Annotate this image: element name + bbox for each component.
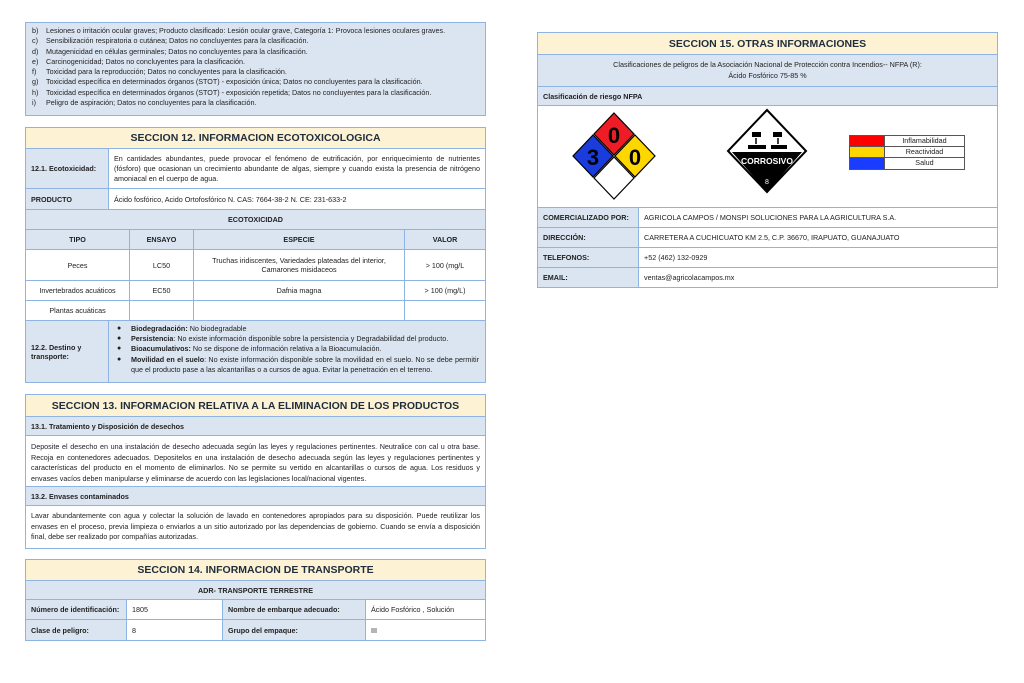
contact-row (538, 208, 997, 228)
nfpa-legend (849, 135, 965, 170)
bullet-text: : No existe información disponible sobre la persistencia y Degradabilidad del producto. (173, 334, 449, 344)
legend-row (850, 158, 964, 169)
hazard-list (26, 23, 485, 111)
table-row (26, 301, 485, 321)
bullet-item (117, 344, 479, 354)
hazard-item: f) Toxicidad para la reproducción; Datos no concluyentes para la clasificación. (32, 67, 287, 77)
col-ensayo: ENSAYO (130, 230, 194, 249)
containers-text: Lavar abundantemente con agua y colectar la solución de lavado en contenedores apropiados para su disposición. Puede reutilizar los envases en el proceso, previa limpieza o enviarlos a un sitio autorizado por las dependencias de gobierno. Cuando se envía a disposición final, debe ser realizado por compañías autorizadas. (31, 511, 480, 541)
table-cell: Peces (26, 250, 130, 280)
legend-swatch-red (850, 136, 885, 146)
section-14-title: SECCION 14. INFORMACION DE TRANSPORTE (26, 560, 485, 581)
hazard-item: h) Toxicidad específica en determinados órganos (STOT) - exposición repetida; Datos no concluyentes para la clasificación. (32, 87, 432, 97)
bullet-text: : No existe información disponible sobre la movilidad en el suelo. No se debe permitir que el producto pase a las alcantarillas o a cursos de agua. Evitar la penetración en el terreno. (131, 354, 480, 374)
legend-label: Inflamabilidad (902, 136, 947, 145)
contact-label: TELEFONOS: (538, 248, 639, 267)
table-cell: > 100 (mg/L) (424, 286, 466, 295)
legend-label: Salud (915, 158, 934, 167)
corrosive-label: CORROSIVO (741, 156, 793, 166)
packing-group-label: Grupo del empaque: (223, 620, 366, 640)
nfpa-classification-line1: Clasificaciones de peligros de la Asociación Nacional de Protección contra Incendios-- NFPA (R): (613, 60, 922, 69)
hazard-item: c) Sensibilización respiratoria o cutánea; Datos no concluyentes para la clasificación. (32, 36, 309, 46)
id-value: 1805 (127, 600, 223, 619)
hazard-list-box (25, 22, 486, 116)
table-cell: LC50 (130, 250, 194, 280)
legend-row (850, 136, 964, 147)
nfpa-classification-line2: Ácido Fosfórico 75-85 % (728, 70, 807, 80)
table-cell: EC50 (130, 281, 194, 300)
table-cell: > 100 (mg/L (425, 260, 465, 270)
bullet-key: Bioacumulativos: (131, 344, 191, 354)
nfpa-classification (538, 55, 997, 87)
table-cell: Plantas acuáticas (26, 301, 130, 320)
ecotox-text: En cantidades abundantes, puede provocar el fenómeno de eutrificación, por enriquecimiento de nutrientes (fósforo) que ocasionan un crecimiento abundante de algas, siempre y cuando exista la presencia de nitrógeno amoniacal en el cuerpo de agua. (114, 153, 480, 183)
bullet-key: Biodegradación: (131, 324, 188, 333)
bullet-text: No biodegradable (187, 324, 247, 333)
transport-subtitle: ADR- TRANSPORTE TERRESTRE (197, 585, 313, 595)
id-label: Número de identificación: (26, 600, 127, 619)
section-13-title: SECCION 13. INFORMACION RELATIVA A LA ELIMINACION DE LOS PRODUCTOS (26, 395, 485, 417)
nfpa-health: 3 (586, 145, 600, 170)
col-especie: ESPECIE (194, 230, 405, 249)
hazard-class-label: Clase de peligro: (26, 620, 127, 640)
contact-row (538, 248, 997, 268)
col-tipo: TIPO (26, 230, 130, 249)
contact-label: COMERCIALIZADO POR: (538, 208, 639, 227)
section-15 (537, 32, 998, 288)
bullet-item (117, 334, 479, 344)
hazard-item: b) Lesiones o irritación ocular graves; Producto clasificado: Lesión ocular grave, Categoría 1: Provoca lesiones oculares graves. (32, 26, 446, 35)
table-cell (194, 301, 405, 320)
ecotox-label: 12.1. Ecotoxicidad: (26, 149, 109, 188)
packing-group-value: III (371, 625, 377, 635)
nfpa-label: Clasificación de riesgo NFPA (538, 87, 997, 106)
hazard-item: d) Mutagenicidad en células germinales; Datos no concluyentes para la clasificación. (32, 46, 308, 56)
hazard-pictograms (538, 106, 997, 208)
contact-value: CARRETERA A CUCHICUATO KM 2.5, C.P. 36670, IRAPUATO, GUANAJUATO (644, 233, 900, 242)
destino-bullets (109, 321, 485, 378)
disposal-text: Deposite el desecho en una instalación de desecho adecuada según las leyes y regulaciones pertinentes. Neutralice con cal u otra base. Recoja en contenedores adecuados. Depositelos en una instalación de desecho adecuada según las leyes y regulaciones pertinentes y características del producto en el momento de eliminarlos. No se permite su vertido en alcantarillas o cursos de agua. Los residuos y envases vacíos deben manipularse y eliminarse de acuerdo con las legislaciones local/nacional vigentes. (26, 436, 485, 487)
table-row (26, 281, 485, 301)
corrosive-class: 8 (765, 179, 769, 186)
shipping-name-label: Nombre de embarque adecuado: (223, 600, 366, 619)
bullet-text: No se dispone de información relativa a la Bioacumulación. (190, 344, 382, 354)
contact-label: EMAIL: (538, 268, 639, 287)
legend-swatch-yellow (850, 147, 885, 157)
disposal-subtitle: 13.1. Tratamiento y Disposición de desechos (26, 417, 485, 436)
table-cell (405, 301, 485, 320)
section-14 (25, 559, 486, 641)
corrosive-icon (726, 108, 808, 204)
section-13 (25, 394, 486, 549)
contact-value: AGRICOLA CAMPOS / MONSPI SOLUCIONES PARA LA AGRICULTURA S.A. (644, 213, 897, 222)
contact-label: DIRECCIÓN: (538, 228, 639, 247)
table-cell: Invertebrados acuáticos (26, 281, 130, 300)
ecotox-table-title: ECOTOXICIDAD (228, 215, 283, 224)
legend-swatch-blue (850, 158, 885, 169)
containers-subtitle: 13.2. Envases contaminados (26, 487, 485, 506)
table-row (26, 250, 485, 281)
product-text: Ácido fosfórico, Acido Ortofosfórico N. CAS: 7664-38-2 N. CE: 231-633-2 (114, 194, 347, 204)
nfpa-flammability: 0 (607, 123, 621, 148)
section-12 (25, 127, 486, 383)
legend-label: Reactividad (905, 147, 944, 156)
ecotox-table-header (26, 230, 485, 250)
nfpa-diamond-icon (571, 110, 657, 204)
hazard-item: e) Carcinogenicidad; Datos no concluyentes para la clasificación. (32, 56, 245, 66)
bullet-key: Movilidad en el suelo (131, 354, 205, 364)
bullet-key: Persistencia (131, 334, 174, 344)
contact-value: +52 (462) 132-0929 (644, 253, 708, 262)
hazard-item: g) Toxicidad específica en determinados órganos (STOT) - exposición única; Datos no concluyentes para la clasificación. (32, 77, 423, 87)
table-cell (130, 301, 194, 320)
table-cell: Truchas iridiscentes, Variedades plateadas del interior, Camarones misidaceos (194, 250, 405, 280)
nfpa-reactivity: 0 (628, 145, 642, 170)
contact-value[interactable]: ventas@agricolacampos.mx (644, 273, 735, 282)
section-15-title: SECCION 15. OTRAS INFORMACIONES (538, 33, 997, 55)
destino-content (109, 321, 485, 382)
bullet-item (117, 324, 479, 334)
shipping-name-value: Ácido Fosfórico , Solución (371, 605, 455, 614)
contact-row (538, 228, 997, 248)
bullet-item (117, 355, 479, 375)
contact-row (538, 268, 997, 287)
legend-row (850, 147, 964, 158)
destino-label: 12.2. Destino y transporte: (26, 321, 109, 382)
hazard-item: i) Peligro de aspiración; Datos no concluyentes para la clasificación. (32, 98, 257, 108)
table-cell: Dafnia magna (194, 281, 405, 300)
hazard-class-value: 8 (127, 620, 223, 640)
product-label: PRODUCTO (26, 189, 109, 209)
col-valor: VALOR (432, 235, 458, 244)
section-12-title: SECCION 12. INFORMACION ECOTOXICOLOGICA (26, 128, 485, 149)
